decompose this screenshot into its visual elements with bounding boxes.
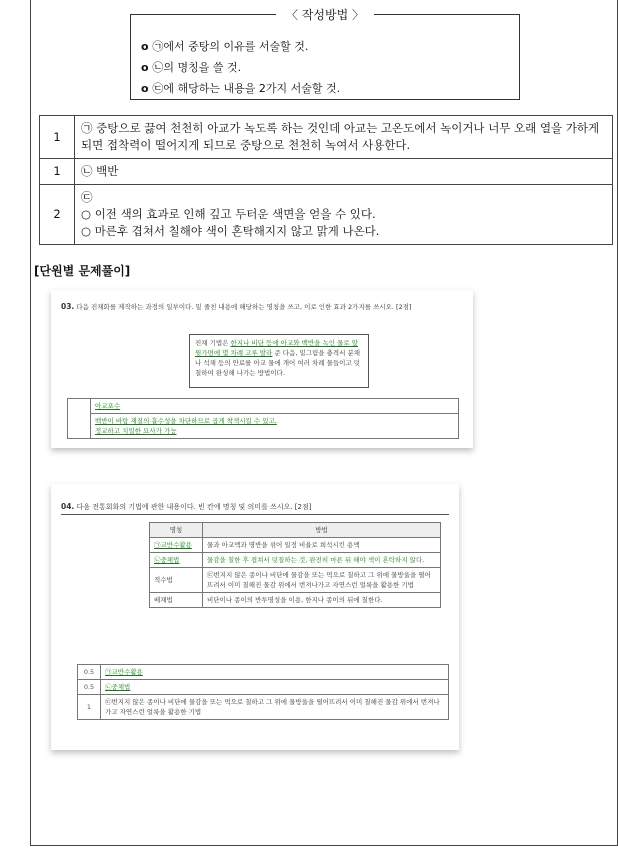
passage-box: 진채 기법은 한지나 비단 등에 아교와 백반을 녹인 물로 앞뒷가면에 몇 차례 고루 발라 준 다음, 밑그림을 충격서 분채나 석채 등의 안료를 아교 물에 개어 여러 차례 물들이고 덧칠하여 완성해 나가는 방법이다. bbox=[189, 334, 369, 388]
card1-answer-table bbox=[67, 398, 459, 439]
technique-method: 물감을 칠한 후 겹쳐서 덧칠하는 것, 완전히 마른 뒤 해야 색이 혼탁하지 않다. bbox=[203, 553, 441, 568]
answer-line: ○ 이전 색의 효과로 인해 깊고 두터운 색면을 얻을 수 있다. bbox=[81, 207, 376, 221]
answer-score: 1 bbox=[40, 159, 75, 185]
method-item: o ㉢에 해당하는 내용을 2가지 서술할 것. bbox=[141, 78, 340, 99]
answer-text: ㉢번지지 않은 종이나 비단에 물감을 또는 먹으로 칠하고 그 위에 물방울을 떨어뜨려서 이미 칠해진 물감 위에서 번져나가고 자연스런 얼룩을 활용한 기법 bbox=[101, 695, 449, 720]
answer-row bbox=[40, 116, 613, 159]
question-text: 04. 다음 전통회화의 기법에 관한 내용이다. 빈 칸에 명칭 및 의미를 쓰시오. [2점] bbox=[61, 502, 312, 511]
answer-line: ㉢ bbox=[81, 190, 93, 204]
answer-text: ㉡ 백반 bbox=[75, 159, 613, 185]
answer-score: 1 bbox=[40, 116, 75, 159]
answer-score: 0.5 bbox=[78, 665, 101, 680]
method-box-title: 〈 작성방법 〉 bbox=[131, 6, 519, 23]
method-item: o ㉠에서 중탕의 이유를 서술할 것. bbox=[141, 36, 340, 57]
answer-table bbox=[39, 115, 613, 245]
method-item: o ㉡의 명칭을 쓸 것. bbox=[141, 57, 340, 78]
technique-name: ㉡중채법 bbox=[150, 553, 203, 568]
question-card-04 bbox=[51, 484, 459, 750]
answer-score: 2 bbox=[40, 185, 75, 245]
answer-row bbox=[40, 185, 613, 245]
technique-method: 비단이나 종이의 반투명성을 이용, 한지나 종이의 뒤에 칠한다. bbox=[203, 593, 441, 608]
section-title: [단원별 문제풀이] bbox=[34, 264, 131, 278]
answer-text bbox=[75, 185, 613, 245]
writing-method-box bbox=[130, 8, 520, 100]
technique-name: 배채법 bbox=[150, 593, 203, 608]
answer-text: ㉠교반수활용 bbox=[101, 665, 449, 680]
answer-text: ㉠ 중탕으로 끓여 천천히 아교가 녹도록 하는 것인데 아교는 고온도에서 녹이거나 너무 오래 열을 가하게 되면 접착력이 떨어지게 되므로 중탕으로 천천히 녹여서 사용한다. bbox=[75, 116, 613, 159]
card1-answer-label: 아교포수 bbox=[91, 399, 459, 414]
header-name: 명칭 bbox=[150, 523, 203, 538]
answer-row bbox=[40, 159, 613, 185]
document-page bbox=[30, 0, 618, 846]
answer-text: ㉡중채법 bbox=[101, 680, 449, 695]
answer-line: ○ 마른후 겹쳐서 칠해야 색이 혼탁해지지 않고 맑게 나온다. bbox=[81, 224, 380, 238]
technique-method: ㉢번지지 않은 종이나 비단에 물감을 또는 먹으로 칠하고 그 위에 물방울을 떨어뜨려서 이미 칠해진 물감 위에서 번져나가고 자연스런 얼룩을 활용한 기법 bbox=[203, 568, 441, 593]
header-method: 방법 bbox=[203, 523, 441, 538]
technique-name: 적수법 bbox=[150, 568, 203, 593]
technique-table bbox=[149, 522, 441, 608]
answer-score: 1 bbox=[78, 695, 101, 720]
card2-answer-table bbox=[77, 664, 449, 720]
question-text: 03. 다음 진채화를 제작하는 과정의 일부이다. 밑 줄친 내용에 해당하는 명칭을 쓰고, 이로 인한 효과 2가지를 쓰시오. [2점] bbox=[61, 302, 412, 311]
question-card-03 bbox=[51, 290, 473, 448]
technique-name: ㉠교반수활용 bbox=[150, 538, 203, 553]
card1-answer-text: 백반이 바탕 재질의 흡수성을 차단하므로 곱게 착색시킬 수 있고, 정교하고 치밀한 묘사가 가능 bbox=[91, 414, 459, 439]
technique-method: 물과 아교액과 명반을 섞어 일정 비율로 희석시킨 용액 bbox=[203, 538, 441, 553]
method-list bbox=[141, 36, 340, 99]
answer-score: 0.5 bbox=[78, 680, 101, 695]
